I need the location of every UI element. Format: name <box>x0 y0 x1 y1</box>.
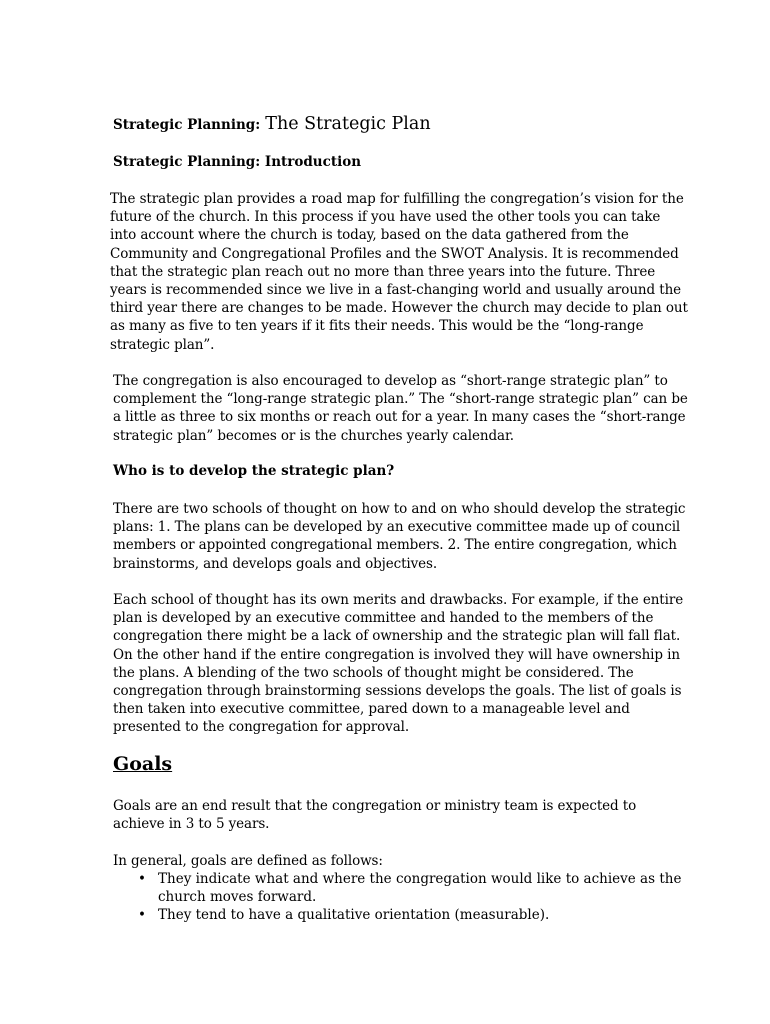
goals-bullet-list <box>113 870 682 925</box>
text-line: future of the church. In this process if you have used the other tools you can take <box>110 209 661 226</box>
text-line: They indicate what and where the congregation would like to achieve as the <box>158 871 682 887</box>
goals-definition-paragraph <box>113 797 661 833</box>
text-line: congregation through brainstorming sessions develops the goals. The list of goals is <box>113 683 682 700</box>
text-line: third year there are changes to be made. However the church may decide to plan out <box>110 300 688 317</box>
goals-intro-paragraph <box>113 852 661 870</box>
text-line: Goals are an end result that the congregation or ministry team is expected to <box>113 798 637 814</box>
text-line: plan is developed by an executive committee and handed to the members of the <box>113 610 654 627</box>
who-heading: Who is to develop the strategic plan? <box>113 463 395 479</box>
text-line: Community and Congregational Profiles and the SWOT Analysis. It is recommended <box>110 245 679 262</box>
goals-heading: Goals <box>113 753 173 775</box>
title-main: The Strategic Plan <box>265 114 431 134</box>
page-title <box>113 114 673 134</box>
text-line: a little as three to six months or reach out for a year. In many cases the “short-range <box>113 409 686 426</box>
intro-heading: Strategic Planning: Introduction <box>113 154 362 170</box>
text-line: The congregation is also encouraged to develop as “short-range strategic plan” to <box>113 373 668 389</box>
text-line: that the strategic plan reach out no more than three years into the future. Three <box>110 263 656 280</box>
text-line: There are two schools of thought on how to and on who should develop the strategic <box>113 501 686 517</box>
text-line: the plans. A blending of the two schools of thought might be considered. The <box>113 664 634 681</box>
intro-paragraph <box>110 190 688 354</box>
text-line: into account where the church is today, based on the data gathered from the <box>110 227 629 244</box>
text-line: congregation there might be a lack of ownership and the strategic plan will fall flat. <box>113 628 681 645</box>
bullet-icon: • <box>138 871 146 887</box>
text-line: presented to the congregation for approval. <box>113 719 410 736</box>
text-line: members or appointed congregational members. 2. The entire congregation, which <box>113 537 677 554</box>
text-line: brainstorms, and develops goals and objectives. <box>113 555 438 572</box>
text-line: plans: 1. The plans can be developed by an executive committee made up of council <box>113 519 681 536</box>
text-line: achieve in 3 to 5 years. <box>113 816 270 833</box>
text-line: strategic plan”. <box>110 336 215 353</box>
bullet-icon: • <box>138 907 146 924</box>
text-line: In general, goals are defined as follows: <box>113 853 383 869</box>
text-line: as many as five to ten years if it fits their needs. This would be the “long-range <box>110 318 644 335</box>
title-prefix: Strategic Planning: <box>113 117 261 133</box>
text-line: church moves forward. <box>158 889 317 906</box>
text-line: then taken into executive committee, pared down to a manageable level and <box>113 701 630 718</box>
text-line: Each school of thought has its own merits and drawbacks. For example, if the entire <box>113 592 684 608</box>
text-line: They tend to have a qualitative orientation (measurable). <box>158 907 550 924</box>
text-line: strategic plan” becomes or is the churches yearly calendar. <box>113 427 514 444</box>
text-line: complement the “long-range strategic plan.” The “short-range strategic plan” can be <box>113 391 688 408</box>
text-line: The strategic plan provides a road map for fulfilling the congregation’s vision for the <box>110 191 684 207</box>
merits-paragraph <box>113 591 684 737</box>
text-line: years is recommended since we live in a fast-changing world and usually around the <box>110 282 682 299</box>
list-item <box>113 870 682 906</box>
schools-paragraph <box>113 500 686 573</box>
text-line: On the other hand if the entire congregation is involved they will have ownership in <box>113 646 680 663</box>
list-item <box>113 906 673 924</box>
short-range-paragraph <box>113 372 688 445</box>
